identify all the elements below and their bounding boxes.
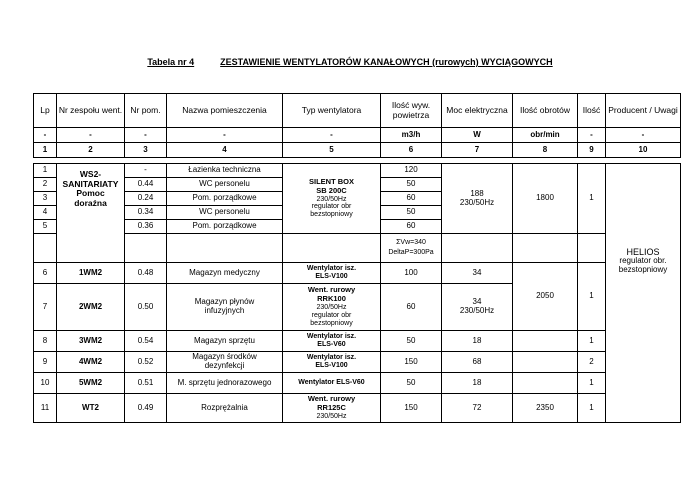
header-cell: Nr pom. — [125, 94, 167, 128]
room-number-cell: 0.48 — [125, 263, 167, 284]
room-number-cell: 0.54 — [125, 331, 167, 352]
lp-cell: 11 — [34, 394, 57, 423]
rpm-cell: 2050 — [513, 263, 578, 331]
header-cell: Lp — [34, 94, 57, 128]
room-number-cell: 0.52 — [125, 352, 167, 373]
rpm-cell: 2350 — [513, 394, 578, 423]
rpm-cell — [513, 331, 578, 352]
column-number: 10 — [606, 143, 681, 158]
lp-cell: 6 — [34, 263, 57, 284]
header-cell: Moc elektryczna — [442, 94, 513, 128]
room-number-cell: - — [125, 164, 167, 178]
producer-name: HELIOS — [626, 246, 660, 257]
header-cell: Ilość wyw. powietrza — [381, 94, 442, 128]
units-row — [34, 128, 681, 143]
unit-cell: - — [283, 128, 381, 143]
fan-schedule-table — [33, 93, 681, 423]
table-title — [0, 57, 700, 67]
air-flow-cell: 50 — [381, 178, 442, 192]
room-name-cell: Magazyn środków dezynfekcji — [167, 352, 283, 373]
column-numbers-row — [34, 143, 681, 158]
header-cell: Ilość — [578, 94, 606, 128]
room-name-cell: Pom. porządkowe — [167, 192, 283, 206]
table-caption: ZESTAWIENIE WENTYLATORÓW KANAŁOWYCH (rurowych) WYCIĄGOWYCH — [220, 57, 553, 67]
header-cell: Ilość obrotów — [513, 94, 578, 128]
unit-name-cell: WT2 — [57, 394, 125, 423]
column-number: 3 — [125, 143, 167, 158]
unit-name-cell: 3WM2 — [57, 331, 125, 352]
room-name-cell: Magazyn sprzętu — [167, 331, 283, 352]
unit-cell: m3/h — [381, 128, 442, 143]
column-number: 2 — [57, 143, 125, 158]
sum-air: ΣVw=340 — [396, 238, 426, 246]
rpm-cell — [513, 234, 578, 263]
producer-cell — [606, 352, 681, 373]
power-cell: 34 230/50Hz — [442, 284, 513, 331]
producer-cell — [606, 373, 681, 394]
room-number-cell: 0.24 — [125, 192, 167, 206]
air-flow-cell: 50 — [381, 373, 442, 394]
qty-cell: 1 — [578, 394, 606, 423]
room-name-cell: Łazienka techniczna — [167, 164, 283, 178]
room-name-cell — [167, 234, 283, 263]
column-number: 7 — [442, 143, 513, 158]
unit-name-cell: WS2- SANITARIATY Pomoc doraźna — [57, 164, 125, 263]
lp-cell: 2 — [34, 178, 57, 192]
qty-cell: 1 — [578, 373, 606, 394]
room-number-cell: 0.50 — [125, 284, 167, 331]
table-number: Tabela nr 4 — [147, 57, 195, 67]
air-sum-cell — [381, 234, 442, 263]
header-cell: Producent / Uwagi — [606, 94, 681, 128]
fan-model: Went. rurowy RRK100 — [307, 285, 356, 304]
unit-name-cell: 1WM2 — [57, 263, 125, 284]
producer-block — [606, 247, 680, 275]
lp-cell: 10 — [34, 373, 57, 394]
producer-cell — [606, 394, 681, 423]
power-cell: 18 — [442, 331, 513, 352]
lp-cell: 3 — [34, 192, 57, 206]
fan-type-cell: Wentylator ELS-V60 — [283, 373, 381, 394]
fan-type-cell: Wentylator isz. ELS-V100 — [283, 352, 381, 373]
power-cell: 188 230/50Hz — [442, 164, 513, 234]
rpm-cell — [513, 352, 578, 373]
unit-cell: - — [167, 128, 283, 143]
column-number: 4 — [167, 143, 283, 158]
summary-row — [34, 234, 681, 263]
header-cell: Nr zespołu went. — [57, 94, 125, 128]
rpm-cell: 1800 — [513, 164, 578, 234]
room-number-cell — [125, 234, 167, 263]
power-cell: 18 — [442, 373, 513, 394]
power-cell: 72 — [442, 394, 513, 423]
lp-cell: 7 — [34, 284, 57, 331]
fan-type-cell: Wentylator isz. ELS-V100 — [283, 263, 381, 284]
fan-details: 230/50Hz regulator obr bezstopniowy — [310, 195, 353, 219]
header-cell: Nazwa pomieszczenia — [167, 94, 283, 128]
fan-type-cell: Wentylator isz. ELS-V60 — [283, 331, 381, 352]
table-row — [34, 394, 681, 423]
fan-type-cell — [283, 394, 381, 423]
column-number: 9 — [578, 143, 606, 158]
table-row — [34, 373, 681, 394]
qty-cell: 1 — [578, 331, 606, 352]
air-flow-cell: 150 — [381, 352, 442, 373]
producer-note: regulator obr. bezstopniowy — [618, 255, 668, 274]
table-row — [34, 164, 681, 178]
unit-cell: - — [34, 128, 57, 143]
qty-cell — [578, 234, 606, 263]
lp-cell: 5 — [34, 220, 57, 234]
header-cell: Typ wentylatora — [283, 94, 381, 128]
unit-cell: - — [125, 128, 167, 143]
room-name-cell: Rozprężalnia — [167, 394, 283, 423]
air-flow-cell: 120 — [381, 164, 442, 178]
room-number-cell: 0.44 — [125, 178, 167, 192]
room-number-cell: 0.36 — [125, 220, 167, 234]
producer-cell — [606, 331, 681, 352]
unit-cell: W — [442, 128, 513, 143]
power-cell: 34 — [442, 263, 513, 284]
fan-type-cell — [283, 284, 381, 331]
air-flow-cell: 60 — [381, 192, 442, 206]
room-number-cell: 0.49 — [125, 394, 167, 423]
table-row — [34, 331, 681, 352]
unit-cell: - — [57, 128, 125, 143]
header-row — [34, 94, 681, 128]
fan-details: 230/50Hz regulator obr bezstopniowy — [310, 304, 353, 327]
air-flow-cell: 60 — [381, 220, 442, 234]
fan-name: SILENT BOX — [308, 176, 354, 186]
air-flow-cell: 150 — [381, 394, 442, 423]
column-number: 1 — [34, 143, 57, 158]
fan-model: SB 200C — [316, 185, 347, 195]
column-number: 5 — [283, 143, 381, 158]
column-number: 8 — [513, 143, 578, 158]
lp-cell: 9 — [34, 352, 57, 373]
qty-cell: 1 — [578, 263, 606, 331]
room-name-cell: Pom. porządkowe — [167, 220, 283, 234]
room-name-cell: Magazyn medyczny — [167, 263, 283, 284]
unit-cell: - — [606, 128, 681, 143]
lp-cell: 1 — [34, 164, 57, 178]
room-name-cell: M. sprzętu jednorazowego — [167, 373, 283, 394]
fan-model: Went. rurowy RR125C — [307, 394, 356, 413]
unit-name-cell: 2WM2 — [57, 284, 125, 331]
lp-cell — [34, 234, 57, 263]
power-cell — [442, 234, 513, 263]
qty-cell: 2 — [578, 352, 606, 373]
qty-cell: 1 — [578, 164, 606, 234]
room-number-cell: 0.34 — [125, 206, 167, 220]
unit-name-cell: 5WM2 — [57, 373, 125, 394]
lp-cell: 4 — [34, 206, 57, 220]
fan-type-cell — [283, 164, 381, 234]
room-name-cell: WC personelu — [167, 206, 283, 220]
unit-name-cell: 4WM2 — [57, 352, 125, 373]
unit-cell: - — [578, 128, 606, 143]
room-name-cell: WC personelu — [167, 178, 283, 192]
table-row — [34, 263, 681, 284]
air-flow-cell: 50 — [381, 331, 442, 352]
rpm-cell — [513, 373, 578, 394]
air-flow-cell: 50 — [381, 206, 442, 220]
producer-cell — [606, 246, 681, 331]
sum-pressure: DeltaP=300Pa — [388, 249, 434, 256]
air-flow-cell: 60 — [381, 284, 442, 331]
fan-type-cell — [283, 234, 381, 263]
unit-cell: obr/min — [513, 128, 578, 143]
room-number-cell: 0.51 — [125, 373, 167, 394]
room-name-cell: Magazyn płynów infuzyjnych — [167, 284, 283, 331]
table-row — [34, 352, 681, 373]
lp-cell: 8 — [34, 331, 57, 352]
power-cell: 68 — [442, 352, 513, 373]
fan-details: 230/50Hz — [316, 412, 347, 420]
air-flow-cell: 100 — [381, 263, 442, 284]
column-number: 6 — [381, 143, 442, 158]
